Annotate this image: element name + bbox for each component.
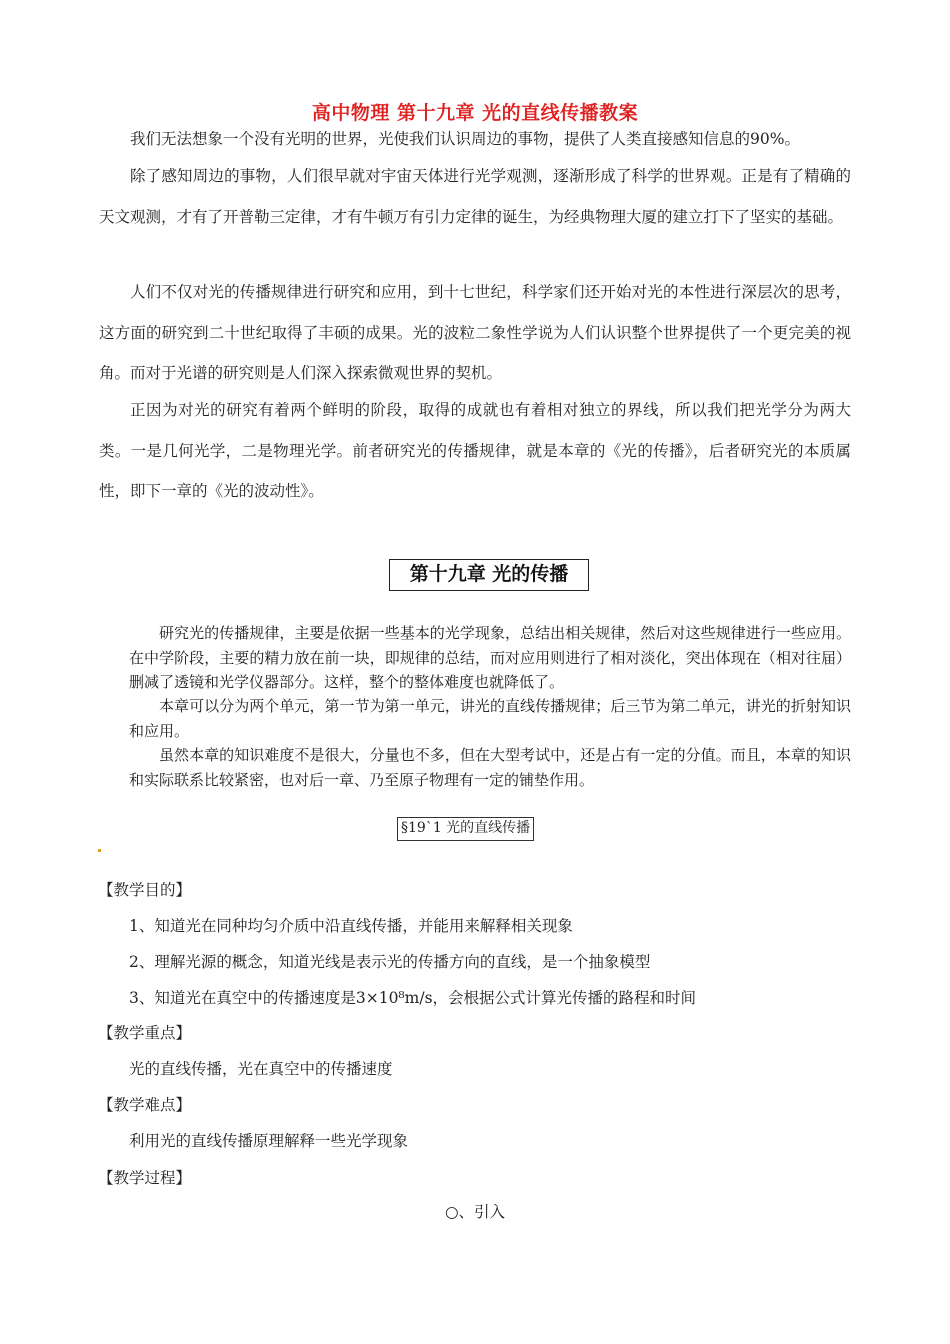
intro-paragraph-3: 人们不仅对光的传播规律进行研究和应用，到十七世纪，科学家们还开始对光的本性进行深层次的思考，这方面的研究到二十世纪取得了丰硕的成果。光的波粒二象性学说为人们认识整个世界提供了一个更完美的视角。而对于光谱的研究则是人们深入探索微观世界的契机。 (99, 283, 851, 382)
key-point-text: 光的直线传播，光在真空中的传播速度 (129, 1060, 393, 1078)
section-heading-box: §19`1 光的直线传播 (397, 817, 534, 841)
intro-paragraph-1: 我们无法想象一个没有光明的世界，光使我们认识周边的事物，提供了人类直接感知信息的90%。 (130, 130, 800, 148)
chapter-paragraph-2: 本章可以分为两个单元，第一节为第一单元，讲光的直线传播规律；后三节为第二单元，讲光的折射知识和应用。 (129, 697, 851, 740)
difficulty-heading: 【教学难点】 (98, 1096, 192, 1114)
process-intro-step: ○、引入 (444, 1203, 506, 1221)
page-title: 高中物理 第十九章 光的直线传播教案 (311, 102, 639, 124)
difficulty-text: 利用光的直线传播原理解释一些光学现象 (129, 1132, 409, 1150)
intro-paragraph-2: 除了感知周边的事物，人们很早就对宇宙天体进行光学观测，逐渐形成了科学的世界观。正是有了精确的天文观测，才有了开普勒三定律，才有牛顿万有引力定律的诞生，为经典物理大厦的建立打下了坚实的基础。 (99, 167, 851, 226)
goals-heading: 【教学目的】 (98, 881, 192, 899)
goal-item-2: 2、理解光源的概念，知道光线是表示光的传播方向的直线，是一个抽象模型 (129, 953, 651, 971)
decorative-dot (98, 849, 101, 852)
goal-item-1: 1、知道光在同种均匀介质中沿直线传播，并能用来解释相关现象 (129, 917, 573, 935)
chapter-heading-box: 第十九章 光的传播 (389, 559, 589, 591)
intro-paragraph-4: 正因为对光的研究有着两个鲜明的阶段，取得的成就也有着相对独立的界线，所以我们把光学分为两大类。一是几何光学，二是物理光学。前者研究光的传播规律，就是本章的《光的传播》，后者研究光的本质属性，即下一章的《光的波动性》。 (99, 401, 851, 500)
process-heading: 【教学过程】 (98, 1169, 192, 1187)
chapter-paragraph-3: 虽然本章的知识难度不是很大，分量也不多，但在大型考试中，还是占有一定的分值。而且，本章的知识和实际联系比较紧密，也对后一章、乃至原子物理有一定的铺垫作用。 (129, 746, 851, 789)
key-point-heading: 【教学重点】 (98, 1024, 192, 1042)
chapter-paragraph-1: 研究光的传播规律，主要是依据一些基本的光学现象，总结出相关规律，然后对这些规律进行一些应用。在中学阶段，主要的精力放在前一块，即规律的总结，而对应用则进行了相对淡化，突出体现在（相对往届）删减了透镜和光学仪器部分。这样，整个的整体难度也就降低了。 (129, 624, 851, 691)
goal-item-3: 3、知道光在真空中的传播速度是3×10⁸m/s，会根据公式计算光传播的路程和时间 (129, 989, 697, 1007)
